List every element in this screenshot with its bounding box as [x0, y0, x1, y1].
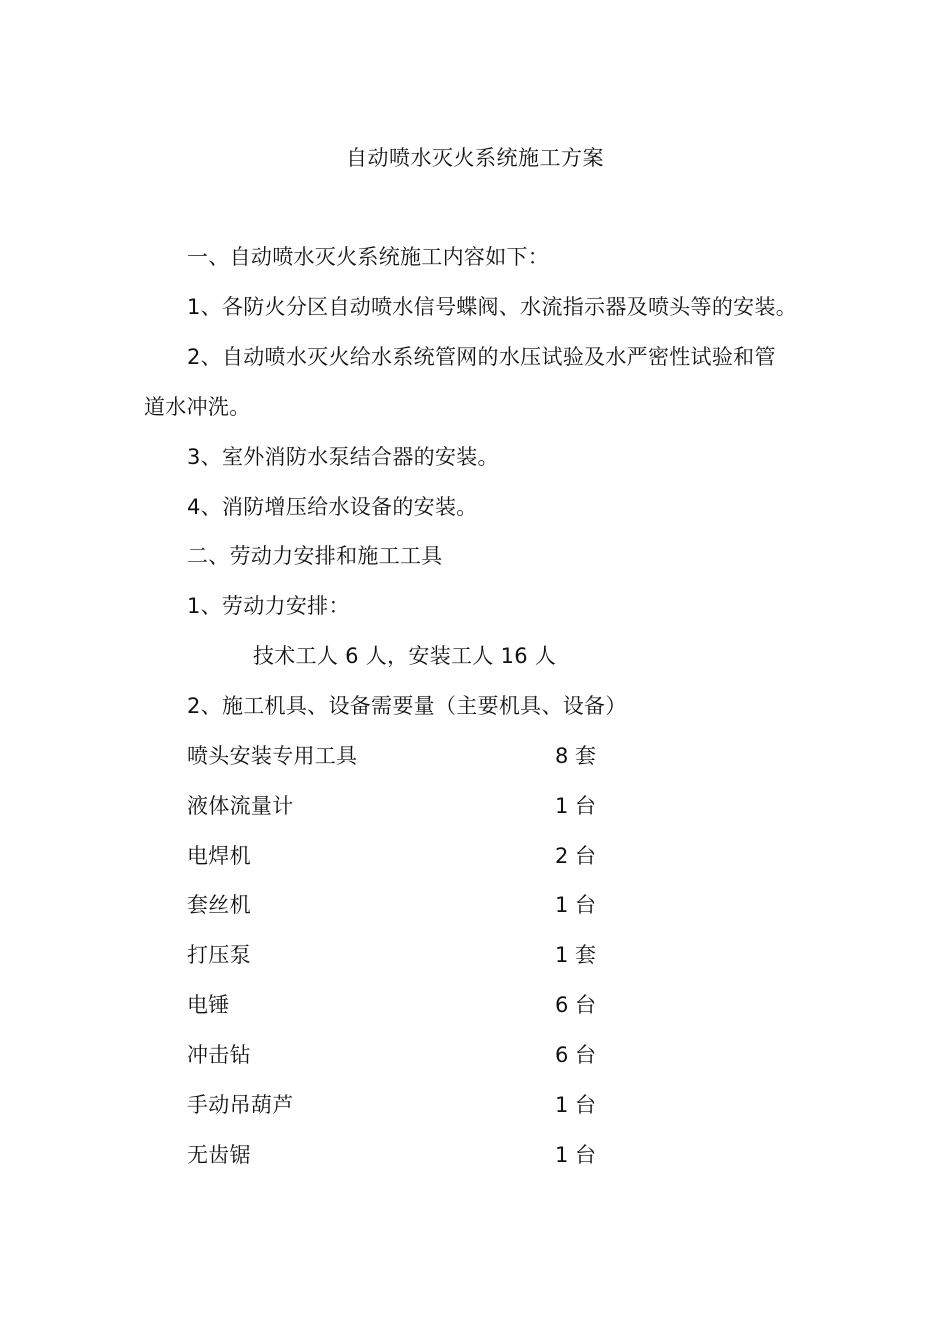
- equipment-name: 无齿锯: [187, 1143, 251, 1167]
- paragraph-item: 2、自动喷水灭火给水系统管网的水压试验及水严密性试验和管: [187, 345, 776, 369]
- equipment-name: 手动吊葫芦: [187, 1093, 294, 1117]
- equipment-qty: 1 台: [555, 893, 597, 917]
- equipment-qty: 6 台: [555, 993, 597, 1017]
- equipment-qty: 6 台: [555, 1043, 597, 1067]
- equipment-qty: 2 台: [555, 844, 597, 868]
- paragraph-item: 3、室外消防水泵结合器的安装。: [187, 445, 499, 469]
- section-heading-1: 一、自动喷水灭火系统施工内容如下：: [187, 245, 550, 269]
- equipment-name: 打压泵: [187, 943, 251, 967]
- equipment-name: 液体流量计: [187, 794, 294, 818]
- equipment-name: 喷头安装专用工具: [187, 744, 358, 768]
- equipment-qty: 1 台: [555, 794, 597, 818]
- subheading: 2、施工机具、设备需要量（主要机具、设备）: [187, 694, 627, 718]
- equipment-name: 套丝机: [187, 893, 251, 917]
- equipment-qty: 8 套: [555, 744, 597, 768]
- section-heading-2: 二、劳动力安排和施工工具: [187, 544, 443, 568]
- equipment-name: 冲击钻: [187, 1043, 251, 1067]
- paragraph-continuation: 道水冲洗。: [144, 395, 251, 419]
- subheading: 1、劳动力安排：: [187, 594, 350, 618]
- document-title: 自动喷水灭火系统施工方案: [346, 146, 604, 170]
- equipment-qty: 1 套: [555, 943, 597, 967]
- paragraph-item: 4、消防增压给水设备的安装。: [187, 495, 478, 519]
- equipment-name: 电焊机: [187, 844, 251, 868]
- equipment-name: 电锤: [187, 993, 230, 1017]
- equipment-qty: 1 台: [555, 1143, 597, 1167]
- paragraph-item: 1、各防火分区自动喷水信号蝶阀、水流指示器及喷头等的安装。: [187, 295, 798, 319]
- equipment-qty: 1 台: [555, 1093, 597, 1117]
- labor-detail: 技术工人 6 人，安装工人 16 人: [253, 644, 557, 668]
